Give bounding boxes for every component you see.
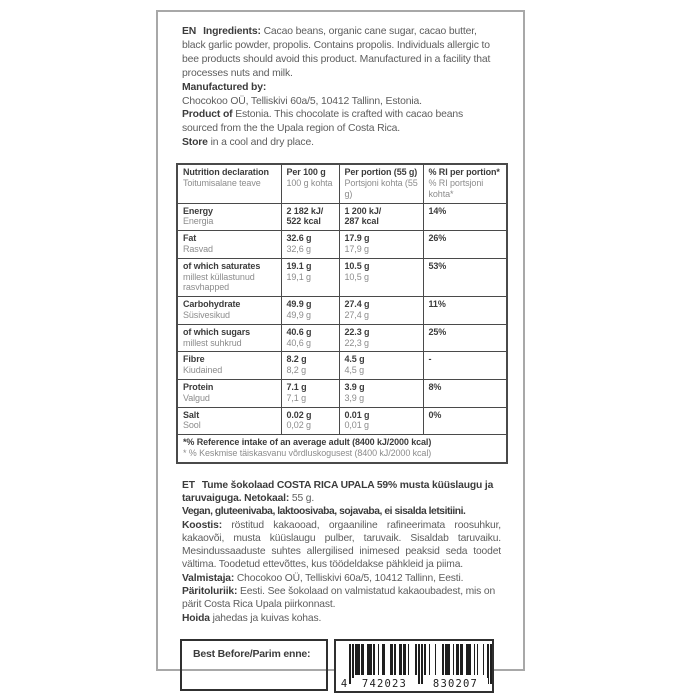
store-label: Store [182,137,208,149]
et-manufacturer-paragraph [182,572,501,585]
row-sugars [177,324,507,352]
row-fat [177,231,507,259]
ri-value: 25% [428,326,447,337]
nutrient-name-en: Fat [183,233,197,244]
header-per100-et: 100 g kohta [286,177,333,188]
per100-value: 0.02 g [286,409,312,420]
valmistaja-text: Chocokoo OÜ, Telliskivi 60a/5, 10412 Tallinn, Eesti. [236,572,464,584]
per100-value-et: 8,2 g [286,365,307,376]
store-text: in a cool and dry place. [210,137,314,149]
ingredients-label: Ingredients: [203,26,261,37]
manufacturer-address: Chocokoo OÜ, Telliskivi 60a/5, 10412 Tallinn, Estonia. [182,95,422,107]
header-declaration-en: Nutrition declaration [183,167,269,178]
product-of-text: Estonia. This chocolate is crafted with cacao beans sourced from the the Upala region of Costa Rica. [182,109,464,135]
row-carbohydrate [177,297,507,325]
et-claims-line [182,505,501,518]
portion-value: 4.5 g [344,354,365,365]
lang-code-en: EN [182,26,197,37]
header-ri-en: % RI per portion* [428,167,500,178]
et-product-title: Tume šokolaad COSTA RICA UPALA 59% musta küüslaugu ja taruvaiguga. [182,479,494,504]
per100-value-et: 19,1 g [286,271,311,282]
portion-value: 17.9 g [344,233,370,244]
best-before-box [180,639,328,691]
barcode-digits-right: 830207 [423,678,488,690]
portion-value-et: 0,01 g [344,420,369,431]
ingredients-paragraph [182,25,501,81]
ingredients-text: Cacao beans, organic cane sugar, cacao butter, black garlic powder, propolis. Contains propolis. Individuals allergic to bee products should avoid this product. Manufactured in a facility that processes nuts and milk. [182,26,491,79]
table-header-row [177,164,507,203]
koostis-label: Koostis: [182,519,222,531]
manufactured-by-label: Manufactured by: [182,81,267,93]
portion-value: 1 200 kJ/ [344,205,382,216]
per100-value: 32.6 g [286,233,312,244]
ri-value: 8% [428,381,442,392]
footnote-en: *% Reference intake of an average adult (8400 kJ/2000 kcal) [183,437,432,448]
per100-value-et: 49,9 g [286,309,311,320]
product-of-label: Product of [182,109,233,121]
nutrient-name-et: Valgud [183,392,210,403]
per100-value-et: 7,1 g [286,392,307,403]
nutrient-name-et: Energia [183,216,214,227]
per100-value: 8.2 g [286,354,307,365]
nutrient-name-en: Protein [183,381,214,392]
et-title-paragraph [182,479,501,506]
nutrient-name-en: Energy [183,205,213,216]
portion-value: 22.3 g [344,326,370,337]
et-storage-paragraph [182,612,501,625]
nutrient-name-et: Kiudained [183,365,223,376]
en-info-section [182,25,501,150]
portion-value-et: 4,5 g [344,365,365,376]
valmistaja-label: Valmistaja: [182,572,235,584]
table-footnote-row [177,435,507,463]
manufactured-by-label-line [182,81,501,95]
net-weight-label: Netokaal: [244,492,290,504]
best-before-label: Best Before/Parim enne: [193,647,311,660]
et-origin-paragraph [182,585,501,612]
header-portion-et: Portsjoni kohta (55 g) [344,177,418,199]
header-declaration-et: Toitumisalane teave [183,177,261,188]
portion-value-et: 27,4 g [344,309,369,320]
ri-value: 26% [428,233,447,244]
nutrient-name-en: of which sugars [183,326,251,337]
hoida-text: jahedas ja kuivas kohas. [212,612,322,624]
per100-value: 7.1 g [286,381,307,392]
portion-value-et: 17,9 g [344,243,369,254]
nutrient-name-et: millest suhkrud [183,337,242,348]
row-fibre [177,352,507,380]
header-portion-en: Per portion (55 g) [344,167,418,178]
per100-value: 19.1 g [286,260,312,271]
portion-value-et: 3,9 g [344,392,365,403]
barcode [334,639,494,693]
storage-paragraph [182,136,501,150]
barcode-digits [336,678,488,690]
nutrient-name-et: Sool [183,420,201,431]
portion-value-et: 10,5 g [344,271,369,282]
et-claims-text: Vegan, gluteenivaba, laktoosivaba, sojavaba, ei sisalda letsitiini. [182,506,466,518]
et-composition-paragraph [182,519,501,572]
et-info-section [182,479,501,625]
footnote-et: * % Keskmise täiskasvanu võrdluskogusest (8400 kJ/2000 kcal) [183,447,432,458]
paritoluriik-text: Eesti. See šokolaad on valmistatud kakaoubadest, mis on pärit Costa Rica Upala piirkonnast. [182,586,496,611]
per100-value-et: 40,6 g [286,337,311,348]
product-label [156,10,525,690]
nutrient-name-en: of which saturates [183,260,261,271]
per100-value: 49.9 g [286,299,312,310]
per100-value-et: 0,02 g [286,420,311,431]
per100-value-2: 522 kcal [286,216,321,227]
nutrient-name-et: Süsivesikud [183,309,230,320]
nutrient-name-et: Rasvad [183,243,213,254]
net-weight-value: 55 g. [291,492,315,504]
per100-value: 2 182 kJ/ [286,205,324,216]
row-saturates [177,258,507,296]
per100-value: 40.6 g [286,326,312,337]
product-of-paragraph [182,108,501,136]
portion-value: 27.4 g [344,299,370,310]
ri-value: 0% [428,409,442,420]
row-energy [177,203,507,231]
portion-value: 0.01 g [344,409,370,420]
header-ri-et: % RI portsjoni kohta* [428,177,484,199]
bottom-row [180,639,494,693]
per100-value-et: 32,6 g [286,243,311,254]
nutrient-name-en: Carbohydrate [183,299,241,310]
paritoluriik-label: Päritoluriik: [182,586,238,598]
row-salt [177,407,507,435]
barcode-digit-lead: 4 [340,677,348,690]
portion-value: 10.5 g [344,260,370,271]
nutrient-name-en: Salt [183,409,200,420]
header-per100-en: Per 100 g [286,167,326,178]
portion-value: 3.9 g [344,381,365,392]
koostis-text: röstitud kakaooad, orgaaniline rafineerimata roosuhkur, kakaovõi, musta küüslaugu pulber, taruvaik. Sisaldab taruvaiku. Mesindussaaduste suhtes allergilised inimesed peaksid seda toodet vältima. Toodetud ettevõttes, kus töödeldakse pähkleid ja piima. [182,519,502,571]
hoida-label: Hoida [182,612,210,624]
ri-value: 53% [428,260,447,271]
nutrient-name-et: millest küllastunud rasvhapped [183,271,255,293]
row-protein [177,379,507,407]
nutrition-table [176,163,508,464]
nutrient-name-en: Fibre [183,354,205,365]
portion-value-et: 22,3 g [344,337,369,348]
ri-value: 11% [428,299,446,310]
lang-code-et: ET [182,479,195,491]
ri-value: 14% [428,205,447,216]
barcode-digits-left: 742023 [352,678,417,690]
ri-value: - [428,354,432,365]
portion-value-2: 287 kcal [344,216,379,227]
